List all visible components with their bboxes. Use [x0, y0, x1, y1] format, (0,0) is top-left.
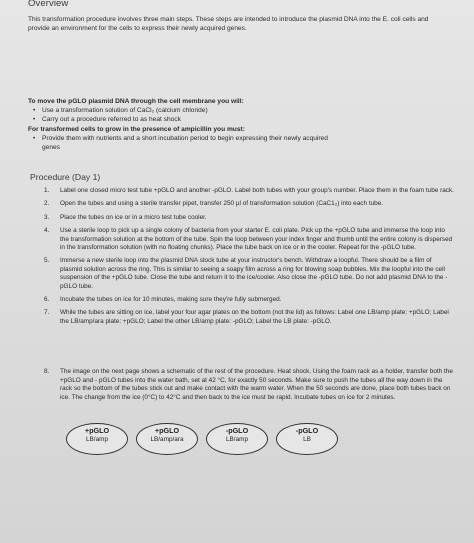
overview-paragraph: This transformation procedure involves three main steps. These steps are intended to introduce the plasmid DNA into the E. coli cells and provide an environment for the cells to express their newly acquired genes. — [28, 16, 429, 32]
step-text: Use a sterile loop to pick up a single colony of bacteria from your starter E. coli plate. Pick up the +pGLO tube and immerse the loop into the transformation solution at the bottom of the tube. Spin the loop between your index finger and thumb until the entire colony is dispersed in the transformation solution (with no floating chunks). Place the tube back on ice or in the cooler. Repeat for the -pGLO tube. — [60, 227, 453, 252]
step-item — [44, 200, 454, 208]
step-number: 8. — [44, 368, 50, 376]
bullet-text-cont: genes — [42, 144, 60, 152]
step-text: While the tubes are sitting on ice, label your four agar plates on the bottom (not the lid) as follows: Label one LB/amp plate: +pGLO; Label the LB/amp/ara plate: +pGLO; Label the other LB/amp plate: -pGLO; Label the LB plate: -pGLO. — [60, 309, 449, 325]
step-item — [44, 257, 454, 291]
plate-label-plasmid: -pGLO — [295, 426, 319, 435]
plate-label-medium: LB — [303, 436, 311, 443]
plate-label-medium: LB/amp — [225, 436, 249, 443]
step-item — [44, 187, 454, 195]
step-number: 1. — [44, 187, 50, 194]
plate-label-medium: LB/amp — [85, 436, 109, 443]
agar-plate — [206, 423, 268, 455]
step-text: Immerse a new sterile loop into the plasmid DNA stock tube at your instructor's bench. Withdraw a loopful. There should be a film of plasmid solution across the ring. This is similar to seeing a soapy film across a ring for blowing soap bubbles. Mix the loopful into the cell suspension of the +pGLO tube. Close the tube and return it to the ice/cooler. Also close the -pGLO tube. Do not add plasmid DNA to the -pGLO tube. — [60, 257, 448, 290]
agar-plate — [66, 423, 128, 455]
step-text: Place the tubes on ice or in a micro test tube cooler. — [60, 213, 207, 221]
step-number: 7. — [44, 309, 50, 317]
ampicillin-bullets — [28, 134, 448, 152]
plate-label-medium: LB/amp/ara — [150, 436, 184, 443]
agar-plate — [276, 423, 338, 455]
ampicillin-heading: For transformed cells to grow in the presence of ampicillin you must: — [28, 125, 245, 133]
plate-label-plasmid: +pGLO — [84, 426, 110, 435]
bullet-item: • Carry out a procedure referred to as heat shock — [28, 115, 448, 124]
step-item — [44, 227, 454, 252]
step-item — [44, 296, 454, 304]
step-number: 5. — [44, 257, 50, 265]
bullet-item — [28, 134, 448, 152]
bullet-item: • Use a transformation solution of CaCl₂ (calcium chloride) — [28, 106, 448, 115]
step-item — [44, 309, 454, 326]
requirements-section — [28, 97, 448, 152]
step-text: The image on the next page shows a schematic of the rest of the procedure. Heat shock. Using the foam rack as a holder, transfer both the +pGLO and - pGLO tubes into the water bath, set at 42 °C, for exactly 50 seconds. Make sure to push the tubes all the way down in the rack so the bottom of the tubes stick out and make contact with the warm water. When the 50 seconds are done, place both tubes back on ice. The change from the ice (0°C) to 42°C and then back to the ice must be rapid. Incubate tubes on ice for 2 minutes. — [60, 368, 453, 401]
procedure-heading: Procedure (Day 1) — [30, 172, 101, 182]
step-number: 6. — [44, 296, 50, 304]
agar-plate — [136, 423, 198, 455]
step-text: Open the tubes and using a sterile transfer pipet, transfer 250 µl of transformation solution (CaC1₂) into each tube. — [60, 200, 384, 208]
move-plasmid-heading: To move the pGLO plasmid DNA through the cell membrane you will: — [28, 98, 244, 105]
bullet-text: Provide them with nutrients and a short incubation period to begin expressing their newly acquired — [42, 134, 328, 142]
plate-label-plasmid: -pGLO — [225, 426, 249, 435]
step-text: Label one closed micro test tube +pGLO and another -pGLO. Label both tubes with your group's number. Place them in the foam tube rack. — [60, 187, 454, 194]
step-item — [44, 368, 454, 402]
move-plasmid-bullets — [28, 106, 448, 124]
step-text: Incubate the tubes on ice for 10 minutes, making sure they're fully submerged. — [60, 296, 282, 304]
step-number: 4. — [44, 227, 50, 235]
step-number: 3. — [44, 213, 50, 221]
agar-plate-diagram — [66, 423, 336, 457]
overview-heading: Overview — [28, 0, 69, 9]
step-number: 2. — [44, 200, 50, 208]
procedure-steps — [44, 187, 454, 407]
step-item — [44, 214, 454, 222]
plate-label-plasmid: +pGLO — [154, 426, 180, 435]
